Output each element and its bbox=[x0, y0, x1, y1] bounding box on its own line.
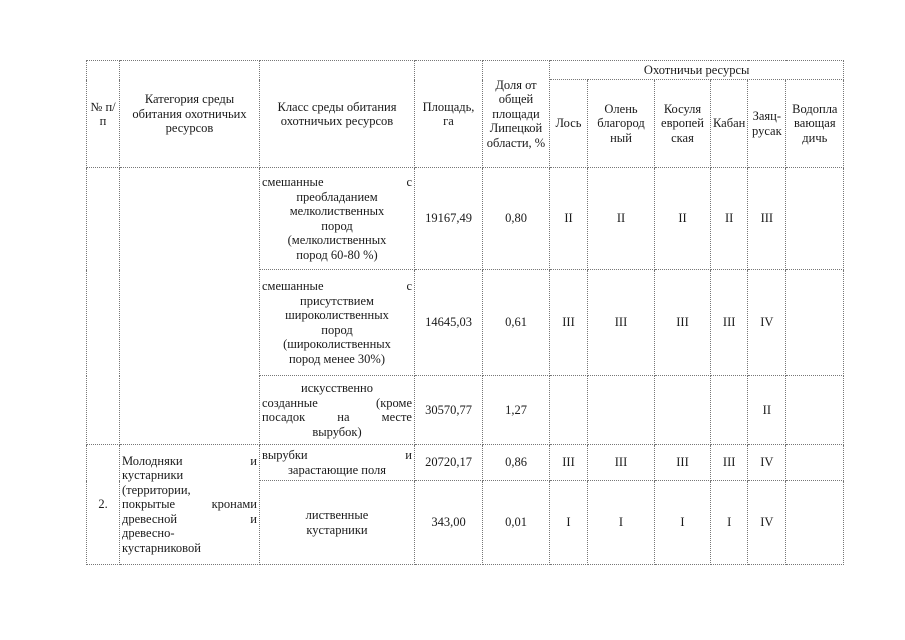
word: покрытые bbox=[122, 497, 176, 512]
mark-cell: III bbox=[588, 270, 655, 376]
mark-cell: II bbox=[711, 168, 748, 270]
text-line: преобладанием bbox=[296, 189, 378, 204]
mark-cell bbox=[655, 376, 711, 445]
text-line: пород 60-80 %) bbox=[296, 247, 378, 262]
word: и bbox=[250, 453, 257, 468]
mark-cell: I bbox=[588, 481, 655, 565]
mark-cell: III bbox=[711, 445, 748, 481]
text-line bbox=[262, 396, 412, 411]
mark-cell bbox=[786, 376, 844, 445]
header-no: № п/п bbox=[87, 61, 120, 168]
header-area: Площадь, га bbox=[415, 61, 483, 168]
class-cell bbox=[260, 376, 415, 445]
word: смешанные bbox=[262, 175, 324, 189]
text-line bbox=[262, 279, 412, 294]
word: с bbox=[406, 175, 412, 189]
mark-cell: IV bbox=[748, 445, 786, 481]
mark-cell: IV bbox=[748, 481, 786, 565]
class-cell bbox=[260, 481, 415, 565]
mark-cell: III bbox=[711, 270, 748, 376]
text-line: зарастающие поля bbox=[287, 462, 387, 477]
mark-cell: I bbox=[711, 481, 748, 565]
share-cell: 0,86 bbox=[483, 445, 550, 481]
word: вырубки bbox=[262, 448, 308, 462]
word: посадок bbox=[262, 410, 306, 424]
mark-cell: II bbox=[550, 168, 588, 270]
text-line: кустарники bbox=[306, 522, 368, 537]
text-line: пород менее 30%) bbox=[288, 351, 385, 366]
mark-cell: III bbox=[655, 445, 711, 481]
word: на bbox=[337, 410, 350, 424]
word: месте bbox=[381, 410, 412, 424]
mark-cell bbox=[786, 481, 844, 565]
mark-cell bbox=[550, 376, 588, 445]
share-cell: 0,61 bbox=[483, 270, 550, 376]
share-cell: 0,80 bbox=[483, 168, 550, 270]
class-cell bbox=[260, 270, 415, 376]
word: древесной bbox=[122, 511, 178, 526]
habitat-table bbox=[86, 60, 844, 565]
text-line: присутствием bbox=[300, 293, 374, 308]
group1-no-cell bbox=[87, 168, 120, 445]
area-cell: 19167,49 bbox=[415, 168, 483, 270]
text-line: пород bbox=[321, 322, 353, 337]
mark-cell: III bbox=[550, 445, 588, 481]
word: с bbox=[406, 279, 412, 293]
text-line: древесно- bbox=[122, 526, 175, 541]
text-line: (мелколиственных bbox=[287, 233, 387, 247]
mark-cell: II bbox=[748, 376, 786, 445]
area-cell: 20720,17 bbox=[415, 445, 483, 481]
header-class: Класс среды обитания охотничьих ресурсов bbox=[260, 61, 415, 168]
mark-cell: III bbox=[655, 270, 711, 376]
mark-cell: II bbox=[588, 168, 655, 270]
mark-cell bbox=[711, 376, 748, 445]
word: созданные bbox=[262, 395, 318, 410]
text-line: (территории, bbox=[122, 482, 191, 497]
area-cell: 30570,77 bbox=[415, 376, 483, 445]
table-row bbox=[87, 445, 844, 481]
text-line: вырубок) bbox=[312, 424, 362, 439]
text-line: кустарниковой bbox=[122, 540, 201, 555]
class-cell bbox=[260, 445, 415, 481]
header-share: Доля от общей площади Липецкой области, % bbox=[483, 61, 550, 168]
word: кронами bbox=[211, 497, 257, 512]
word: смешанные bbox=[262, 279, 324, 293]
mark-cell: III bbox=[550, 270, 588, 376]
header-resources: Охотничьи ресурсы bbox=[550, 61, 844, 80]
text-line: лиственные bbox=[305, 508, 369, 522]
text-line bbox=[122, 512, 257, 527]
text-line: (широколиственных bbox=[283, 337, 391, 351]
text-line: искусственно bbox=[301, 381, 373, 395]
header-species-red-deer: Олень благород ный bbox=[588, 80, 655, 168]
text-line: кустарники bbox=[122, 468, 184, 483]
mark-cell: II bbox=[655, 168, 711, 270]
word: и bbox=[405, 448, 412, 462]
text-line: широколиственных bbox=[285, 308, 389, 322]
mark-cell: III bbox=[588, 445, 655, 481]
text-line: пород bbox=[321, 218, 353, 233]
mark-cell: I bbox=[550, 481, 588, 565]
header-species-boar: Кабан bbox=[711, 80, 748, 168]
word: (кроме bbox=[376, 395, 412, 410]
word: и bbox=[250, 511, 257, 526]
mark-cell: I bbox=[655, 481, 711, 565]
text-line bbox=[262, 448, 412, 463]
header-species-roe-deer: Косуля европей ская bbox=[655, 80, 711, 168]
mark-cell: III bbox=[748, 168, 786, 270]
text-line: мелколиственных bbox=[289, 204, 385, 218]
mark-cell bbox=[786, 168, 844, 270]
group1-category-cell bbox=[120, 168, 260, 445]
word: Молодняки bbox=[122, 453, 183, 468]
area-cell: 343,00 bbox=[415, 481, 483, 565]
share-cell: 1,27 bbox=[483, 376, 550, 445]
mark-cell bbox=[786, 270, 844, 376]
group2-no: 2. bbox=[87, 445, 120, 565]
text-line bbox=[262, 410, 412, 425]
mark-cell bbox=[786, 445, 844, 481]
header-species-moose: Лось bbox=[550, 80, 588, 168]
header-category: Категория среды обитания охотничьих ресурсов bbox=[120, 61, 260, 168]
group2-category bbox=[120, 445, 260, 565]
text-line bbox=[122, 497, 257, 512]
text-line bbox=[122, 454, 257, 469]
mark-cell bbox=[588, 376, 655, 445]
class-cell bbox=[260, 168, 415, 270]
text-line bbox=[262, 175, 412, 190]
area-cell: 14645,03 bbox=[415, 270, 483, 376]
table-row bbox=[87, 168, 844, 270]
share-cell: 0,01 bbox=[483, 481, 550, 565]
header-species-waterfowl: Водопла вающая дичь bbox=[786, 80, 844, 168]
mark-cell: IV bbox=[748, 270, 786, 376]
header-species-hare: Заяц-русак bbox=[748, 80, 786, 168]
